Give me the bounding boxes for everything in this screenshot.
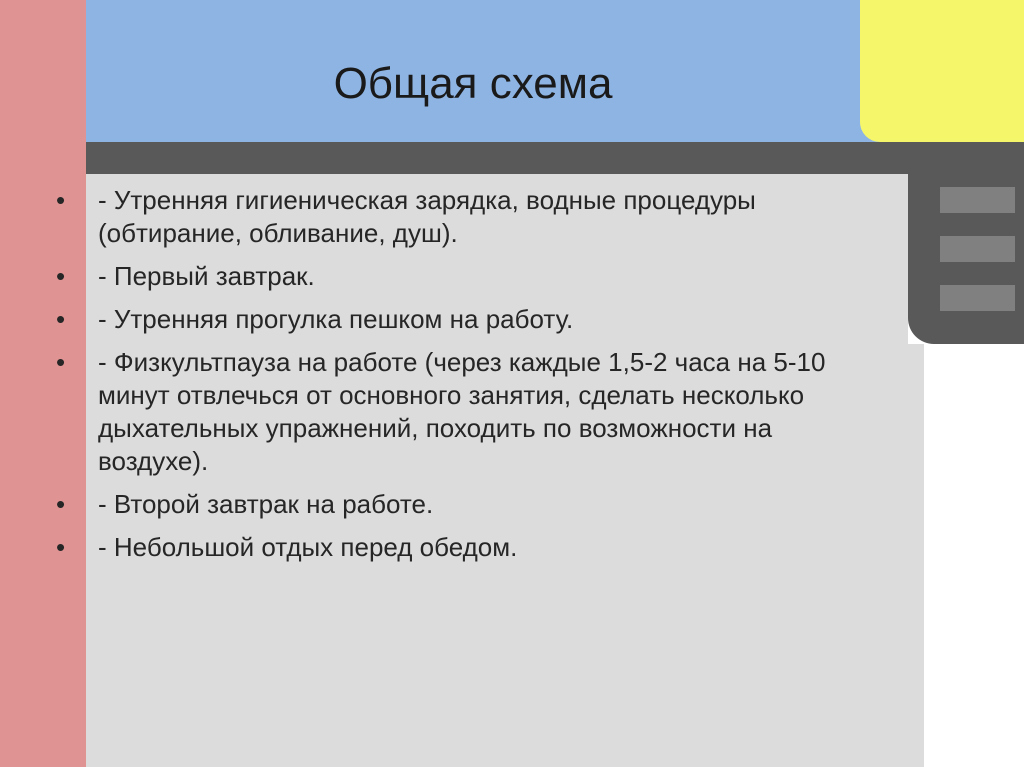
bullet-item xyxy=(56,260,846,293)
bullet-text: - Первый завтрак. xyxy=(98,261,315,291)
bullet-dot: • xyxy=(56,185,66,215)
panel-line-1 xyxy=(940,187,1015,213)
divider-bar xyxy=(86,142,1024,174)
bullet-item xyxy=(56,488,846,521)
bullet-dot: • xyxy=(56,532,66,562)
bullet-text: - Физкультпауза на работе (через каждые 1,5-2 часа на 5-10 минут отвлечься от основного занятия, сделать несколько дыхательных упражнений, походить по возможности на воздухе). xyxy=(98,347,826,476)
bullet-item xyxy=(56,346,846,478)
bullet-dot: • xyxy=(56,489,66,519)
bullet-item xyxy=(56,531,846,564)
content-area-extension xyxy=(908,344,924,767)
bullet-dot: • xyxy=(56,347,66,377)
slide-title: Общая схема xyxy=(333,59,613,108)
bullet-list xyxy=(56,184,846,574)
yellow-accent-block xyxy=(860,0,1024,142)
bullet-dot: • xyxy=(56,304,66,334)
bullet-item xyxy=(56,303,846,336)
bullet-text: - Второй завтрак на работе. xyxy=(98,489,434,519)
panel-line-2 xyxy=(940,236,1015,262)
bullet-item xyxy=(56,184,846,250)
bullet-text: - Утренняя гигиеническая зарядка, водные процедуры (обтирание, обливание, душ). xyxy=(98,185,756,248)
bullet-text: - Утренняя прогулка пешком на работу. xyxy=(98,304,574,334)
bullet-dot: • xyxy=(56,261,66,291)
panel-line-3 xyxy=(940,285,1015,311)
bullet-text: - Небольшой отдых перед обедом. xyxy=(98,532,518,562)
